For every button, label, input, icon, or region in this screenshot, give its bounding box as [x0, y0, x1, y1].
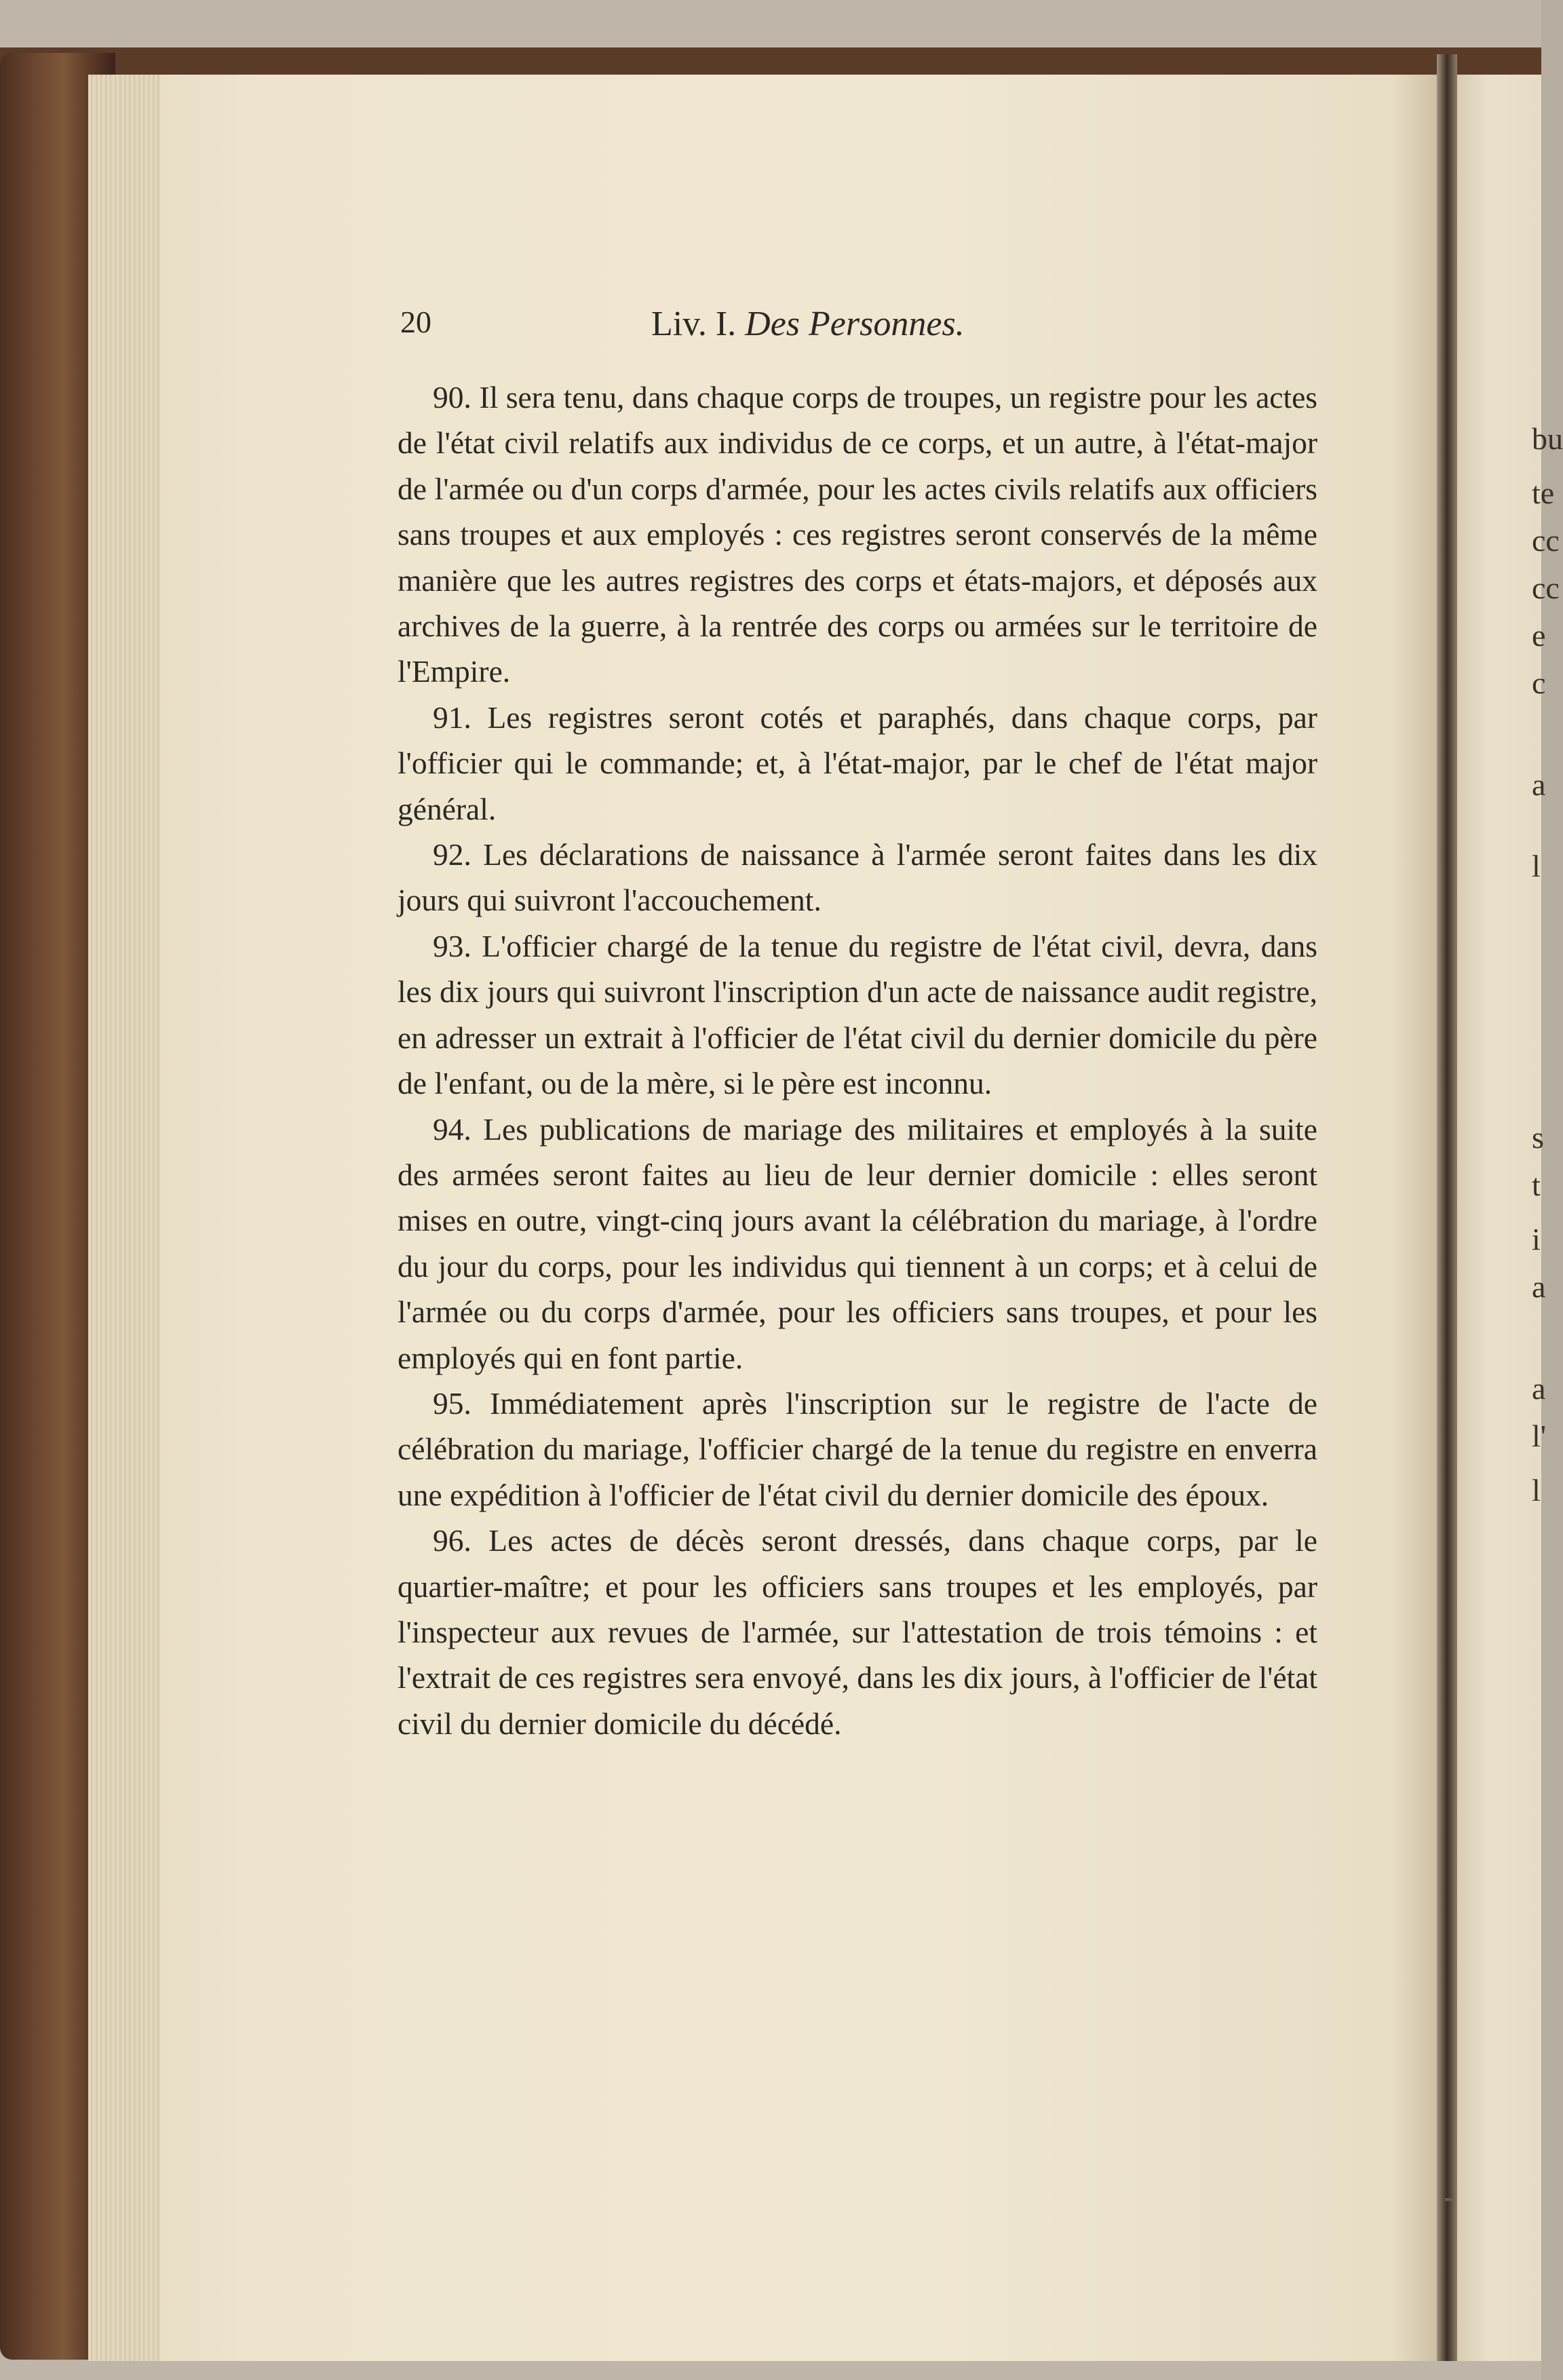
facing-page-fragment: a	[1532, 767, 1546, 802]
facing-page-fragment: i	[1532, 1222, 1541, 1256]
page-edges	[88, 75, 163, 2361]
book-cover-top-edge	[0, 47, 1541, 75]
facing-page-fragment: l	[1532, 1473, 1541, 1508]
facing-page-fragment: a	[1532, 1371, 1546, 1406]
facing-page-fragment: cc	[1532, 523, 1560, 558]
facing-page-fragment: cc	[1532, 571, 1560, 605]
edge-mark	[1445, 2198, 1454, 2201]
article-92: 92. Les déclarations de naissance à l'armée seront faites dans les dix jours qui suivront l'accouchement.	[398, 837, 1317, 918]
facing-page-fragment: bu	[1532, 421, 1563, 456]
article-91: 91. Les registres seront cotés et paraphés, dans chaque corps, par l'officier qui le commande; et, à l'état-major, par le chef de l'état major général.	[398, 699, 1317, 826]
facing-page-fragment: a	[1532, 1269, 1546, 1304]
facing-page	[1457, 75, 1541, 2361]
book-gutter	[1437, 54, 1457, 2361]
facing-page-fragment: te	[1532, 476, 1555, 510]
facing-page-fragment: l'	[1532, 1419, 1547, 1453]
page-number: 20	[400, 305, 431, 339]
running-title-italic: Des Personnes.	[745, 305, 965, 343]
article-94: 94. Les publications de mariage des militaires et employés à la suite des armées seront faites au lieu de leur dernier domicile : elles seront mises en outre, vingt-cinq jours avant la célébration du mariage, à l'ordre du jour du corps, pour les individus qui tiennent à un corps; et à celui de l'armée ou du corps d'armée, pour les officiers sans troupes, et pour les employés qui en font partie.	[398, 1111, 1317, 1375]
article-90: 90. Il sera tenu, dans chaque corps de troupes, un registre pour les actes de l'état civil relatifs aux individus de ce corps, et un autre, à l'état-major de l'armée ou d'un corps d'armée, pour les actes civils relatifs aux officiers sans troupes et aux employés : ces registres seront conservés de la même manière que les autres registres des corps et états-majors, et déposés aux archives de la guerre, à la rentrée des corps ou armées sur le territoire de l'Empire.	[398, 380, 1317, 689]
article-96: 96. Les actes de décès seront dressés, dans chaque corps, par le quartier-maître; et pour les officiers sans troupes et les employés, par l'inspecteur aux revues de l'armée, sur l'attestation de trois témoins : et l'extrait de ces registres sera envoyé, dans les dix jours, à l'officier de l'état civil du dernier domicile du décédé.	[398, 1523, 1317, 1741]
facing-page-fragment: e	[1532, 618, 1546, 653]
body-text	[398, 375, 1317, 1746]
facing-page-fragment: l	[1532, 849, 1541, 883]
article-93: 93. L'officier chargé de la tenue du registre de l'état civil, devra, dans les dix jours qui suivront l'inscription d'un acte de naissance audit registre, en adresser un extrait à l'officier de l'état civil du dernier domicile du père de l'enfant, ou de la mère, si le père est inconnu.	[398, 928, 1317, 1101]
facing-page-fragment: t	[1532, 1168, 1541, 1202]
article-95: 95. Immédiatement après l'inscription sur le registre de l'acte de célébration du mariage, l'officier chargé de la tenue du registre en enverra une expédition à l'officier de l'état civil du dernier domicile des époux.	[398, 1385, 1317, 1512]
facing-page-fragment: s	[1532, 1120, 1544, 1155]
running-title	[651, 304, 965, 344]
running-title-prefix: Liv. I.	[651, 305, 737, 343]
facing-page-fragment: c	[1532, 666, 1546, 700]
